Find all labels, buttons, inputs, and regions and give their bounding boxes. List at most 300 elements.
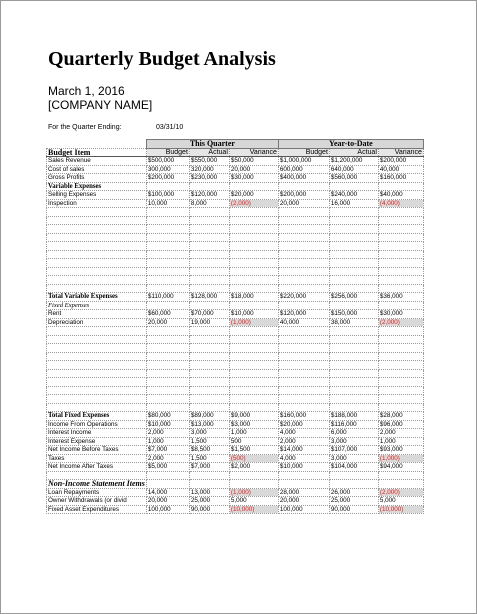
value-cell: $230,000 [189, 174, 229, 183]
value-cell: $120,000 [189, 191, 229, 200]
value-cell: $200,000 [278, 191, 329, 200]
table-row [47, 429, 424, 438]
value-cell: $1,200,000 [329, 157, 378, 166]
value-cell: 100,000 [278, 505, 329, 514]
value-cell [146, 250, 189, 259]
value-cell [229, 344, 278, 353]
value-cell: 1,000 [229, 429, 278, 438]
row-label [47, 284, 147, 293]
value-cell [278, 182, 329, 191]
value-cell [378, 259, 423, 268]
row-label: Taxes [47, 454, 147, 463]
value-cell [189, 403, 229, 412]
value-cell: $500,000 [146, 157, 189, 166]
value-cell [189, 386, 229, 395]
row-label: Interest Income [47, 429, 147, 438]
value-cell [329, 242, 378, 251]
value-cell [229, 242, 278, 251]
value-cell: 3,000 [329, 437, 378, 446]
col-ytd-actual-header: Actual [329, 148, 378, 157]
table-row [47, 497, 424, 506]
value-cell [189, 276, 229, 285]
budget-item-header: Budget Item [47, 148, 147, 157]
table-row [47, 463, 424, 472]
value-cell: $256,000 [329, 293, 378, 302]
row-label [47, 259, 147, 268]
value-cell: (1,000) [229, 488, 278, 497]
value-cell [229, 182, 278, 191]
value-cell [278, 369, 329, 378]
value-cell: $93,000 [378, 446, 423, 455]
value-cell: 8,000 [189, 199, 229, 208]
quarter-ending-value: 03/31/10 [156, 124, 184, 131]
value-cell [278, 259, 329, 268]
row-label: Income From Operations [47, 420, 147, 429]
value-cell [189, 250, 229, 259]
value-cell: (500) [229, 454, 278, 463]
value-cell [278, 378, 329, 387]
value-cell [278, 344, 329, 353]
value-cell [146, 276, 189, 285]
value-cell [329, 352, 378, 361]
value-cell [278, 386, 329, 395]
value-cell [229, 395, 278, 404]
value-cell: 40,000 [378, 165, 423, 174]
col-ytd-budget-header: Budget [278, 148, 329, 157]
row-label: Variable Expenses [47, 182, 147, 191]
value-cell: $28,000 [378, 412, 423, 421]
value-cell: 3,000 [329, 454, 378, 463]
value-cell [189, 267, 229, 276]
value-cell: 4,000 [278, 429, 329, 438]
table-row [47, 284, 424, 293]
value-cell [278, 395, 329, 404]
value-cell: 16,000 [329, 199, 378, 208]
value-cell [378, 395, 423, 404]
value-cell [229, 386, 278, 395]
value-cell: 2,000 [146, 454, 189, 463]
table-row [47, 267, 424, 276]
value-cell [229, 403, 278, 412]
table-row [47, 259, 424, 268]
value-cell: $104,000 [329, 463, 378, 472]
table-row [47, 378, 424, 387]
value-cell [229, 276, 278, 285]
value-cell [278, 242, 329, 251]
row-label [47, 242, 147, 251]
value-cell [229, 471, 278, 480]
table-row [47, 242, 424, 251]
value-cell: $160,000 [278, 412, 329, 421]
row-label [47, 386, 147, 395]
value-cell [189, 352, 229, 361]
value-cell [329, 344, 378, 353]
value-cell: $7,000 [146, 446, 189, 455]
value-cell [278, 284, 329, 293]
document-date: March 1, 2016 [48, 84, 125, 98]
table-row [47, 250, 424, 259]
value-cell [229, 301, 278, 310]
row-label: Non-Income Statement Items [48, 479, 145, 488]
value-cell [146, 378, 189, 387]
value-cell [329, 378, 378, 387]
table-row [47, 369, 424, 378]
value-cell [146, 216, 189, 225]
table-row [47, 174, 424, 183]
value-cell: $120,000 [278, 310, 329, 319]
value-cell [146, 344, 189, 353]
value-cell: 19,000 [189, 318, 229, 327]
row-label [47, 403, 147, 412]
table-row [47, 437, 424, 446]
value-cell [329, 284, 378, 293]
row-label: Total Fixed Expenses [47, 412, 147, 421]
value-cell [229, 369, 278, 378]
table-row [47, 318, 424, 327]
value-cell [278, 208, 329, 217]
value-cell [378, 267, 423, 276]
value-cell [278, 250, 329, 259]
value-cell [189, 225, 229, 234]
row-label [47, 276, 147, 285]
value-cell: (10,000) [229, 505, 278, 514]
value-cell [146, 361, 189, 370]
table-row [47, 208, 424, 217]
value-cell: 1,500 [189, 454, 229, 463]
value-cell [229, 233, 278, 242]
value-cell: $188,000 [329, 412, 378, 421]
value-cell: 40,000 [278, 318, 329, 327]
value-cell: $30,000 [378, 310, 423, 319]
value-cell [189, 369, 229, 378]
value-cell [278, 216, 329, 225]
value-cell: (10,000) [378, 505, 423, 514]
value-cell: 3,000 [189, 429, 229, 438]
table-row [47, 157, 424, 166]
company-name: [COMPANY NAME] [48, 98, 153, 112]
value-cell [146, 480, 189, 489]
value-cell [329, 208, 378, 217]
value-cell [378, 352, 423, 361]
row-label [47, 352, 147, 361]
value-cell: 26,000 [329, 488, 378, 497]
value-cell: $1,000,000 [278, 157, 329, 166]
value-cell [278, 225, 329, 234]
value-cell: 300,000 [146, 165, 189, 174]
row-label [47, 216, 147, 225]
table-row [47, 395, 424, 404]
value-cell [146, 242, 189, 251]
value-cell: 5,000 [229, 497, 278, 506]
value-cell [378, 233, 423, 242]
value-cell [229, 250, 278, 259]
value-cell: 2,000 [378, 429, 423, 438]
row-label [47, 471, 147, 480]
value-cell: 1,000 [146, 437, 189, 446]
value-cell: 20,000 [278, 497, 329, 506]
value-cell: (2,000) [378, 488, 423, 497]
value-cell [229, 335, 278, 344]
table-row [47, 335, 424, 344]
value-cell [229, 352, 278, 361]
value-cell [229, 259, 278, 268]
value-cell: 20,000 [146, 497, 189, 506]
col-variance-header: Variance [229, 148, 278, 157]
table-row [47, 182, 424, 191]
value-cell [189, 471, 229, 480]
value-cell [189, 327, 229, 336]
value-cell: (2,000) [229, 199, 278, 208]
value-cell [378, 386, 423, 395]
value-cell: 13,000 [189, 488, 229, 497]
value-cell: 25,000 [329, 497, 378, 506]
row-label [47, 335, 147, 344]
value-cell [329, 471, 378, 480]
table-row [47, 420, 424, 429]
row-label: Selling Expenses [47, 191, 147, 200]
value-cell [278, 276, 329, 285]
value-cell [378, 242, 423, 251]
table-row [47, 352, 424, 361]
value-cell: $5,000 [146, 463, 189, 472]
value-cell: $200,000 [146, 174, 189, 183]
value-cell [189, 335, 229, 344]
row-label [47, 327, 147, 336]
table-row [47, 276, 424, 285]
row-label: Net Income After Taxes [47, 463, 147, 472]
row-label: Sales Revenue [47, 157, 147, 166]
row-label [47, 369, 147, 378]
value-cell: $560,000 [329, 174, 378, 183]
value-cell: (1,000) [229, 318, 278, 327]
value-cell: 4,000 [278, 454, 329, 463]
value-cell [278, 267, 329, 276]
group-this-quarter: This Quarter [146, 140, 278, 149]
value-cell: $400,000 [278, 174, 329, 183]
value-cell [329, 327, 378, 336]
value-cell: 28,000 [278, 488, 329, 497]
group-header-row [47, 140, 424, 149]
value-cell [189, 395, 229, 404]
value-cell [329, 403, 378, 412]
value-cell [229, 225, 278, 234]
value-cell [378, 276, 423, 285]
value-cell: $2,000 [229, 463, 278, 472]
value-cell: 14,000 [146, 488, 189, 497]
value-cell: $40,000 [378, 191, 423, 200]
value-cell: $60,000 [146, 310, 189, 319]
value-cell [278, 233, 329, 242]
value-cell [146, 301, 189, 310]
value-cell [329, 250, 378, 259]
value-cell [378, 471, 423, 480]
value-cell: 20,000 [146, 318, 189, 327]
value-cell [378, 182, 423, 191]
value-cell [146, 233, 189, 242]
table-row [47, 165, 424, 174]
row-label [47, 267, 147, 276]
value-cell [189, 301, 229, 310]
value-cell [329, 225, 378, 234]
value-cell: (1,000) [378, 454, 423, 463]
value-cell [189, 259, 229, 268]
value-cell: $128,000 [189, 293, 229, 302]
value-cell: $8,500 [189, 446, 229, 455]
table-row [47, 199, 424, 208]
value-cell [378, 403, 423, 412]
value-cell: 640,000 [329, 165, 378, 174]
value-cell: 38,000 [329, 318, 378, 327]
value-cell [189, 378, 229, 387]
row-label [47, 233, 147, 242]
value-cell [189, 344, 229, 353]
value-cell [329, 480, 378, 489]
row-label: Cost of sales [47, 165, 147, 174]
value-cell [378, 301, 423, 310]
value-cell: $70,000 [189, 310, 229, 319]
row-label: Depreciation [47, 318, 147, 327]
table-row [47, 471, 424, 480]
value-cell [146, 403, 189, 412]
table-row [47, 505, 424, 514]
value-cell [146, 335, 189, 344]
value-cell [329, 386, 378, 395]
row-label: Owner Withdrawals (or divid [47, 497, 147, 506]
value-cell: $160,000 [378, 174, 423, 183]
value-cell: $7,000 [189, 463, 229, 472]
value-cell: 500 [229, 437, 278, 446]
value-cell [146, 284, 189, 293]
value-cell: 2,000 [146, 429, 189, 438]
value-cell [329, 369, 378, 378]
row-label [47, 250, 147, 259]
value-cell [146, 327, 189, 336]
table-row [47, 480, 424, 489]
value-cell [378, 369, 423, 378]
value-cell: $107,000 [329, 446, 378, 455]
value-cell [329, 216, 378, 225]
col-ytd-variance-header: Variance [378, 148, 423, 157]
value-cell: 10,000 [146, 199, 189, 208]
value-cell [378, 225, 423, 234]
value-cell: $200,000 [378, 157, 423, 166]
value-cell: (4,000) [378, 199, 423, 208]
row-label: Fixed Asset Expenditures [47, 505, 147, 514]
value-cell: $3,000 [229, 420, 278, 429]
value-cell: $220,000 [278, 293, 329, 302]
value-cell: $96,000 [378, 420, 423, 429]
value-cell [378, 208, 423, 217]
table-row [47, 225, 424, 234]
value-cell [278, 327, 329, 336]
value-cell [146, 267, 189, 276]
value-cell: (2,000) [378, 318, 423, 327]
value-cell: 20,000 [278, 199, 329, 208]
value-cell [189, 208, 229, 217]
value-cell [329, 267, 378, 276]
table-row [47, 344, 424, 353]
value-cell: $13,000 [189, 420, 229, 429]
row-label: Interest Expense [47, 437, 147, 446]
value-cell [229, 378, 278, 387]
table-row [47, 412, 424, 421]
row-label [47, 395, 147, 404]
value-cell [146, 471, 189, 480]
value-cell [329, 361, 378, 370]
quarter-ending-label: For the Quarter Ending: [48, 124, 122, 131]
value-cell [278, 480, 329, 489]
value-cell: $80,000 [146, 412, 189, 421]
row-label: Fixed Expenses [47, 301, 147, 310]
value-cell [146, 352, 189, 361]
value-cell [229, 267, 278, 276]
table-row [47, 233, 424, 242]
value-cell [378, 480, 423, 489]
table-row [47, 361, 424, 370]
value-cell [329, 395, 378, 404]
col-budget-header: Budget [146, 148, 189, 157]
value-cell [146, 386, 189, 395]
value-cell [278, 335, 329, 344]
table-row [47, 216, 424, 225]
value-cell: $20,000 [229, 191, 278, 200]
row-label: Gross Profits [47, 174, 147, 183]
value-cell [378, 284, 423, 293]
value-cell: $94,000 [378, 463, 423, 472]
value-cell [229, 327, 278, 336]
value-cell [378, 378, 423, 387]
group-year-to-date: Year-to-Date [278, 140, 423, 149]
value-cell: 90,000 [329, 505, 378, 514]
value-cell: 320,000 [189, 165, 229, 174]
value-cell: 600,000 [278, 165, 329, 174]
value-cell: $10,000 [146, 420, 189, 429]
value-cell: 2,000 [278, 437, 329, 446]
value-cell: 5,000 [378, 497, 423, 506]
table-row [47, 403, 424, 412]
value-cell: $14,000 [278, 446, 329, 455]
value-cell [229, 284, 278, 293]
row-label [47, 378, 147, 387]
value-cell [278, 361, 329, 370]
value-cell: 90,000 [189, 505, 229, 514]
value-cell: 1,000 [378, 437, 423, 446]
row-label: Net Income Before Taxes [47, 446, 147, 455]
row-label [47, 344, 147, 353]
value-cell: 1,500 [189, 437, 229, 446]
empty-corner [47, 140, 147, 149]
value-cell [378, 335, 423, 344]
value-cell [146, 369, 189, 378]
value-cell [146, 208, 189, 217]
value-cell [146, 395, 189, 404]
value-cell [378, 327, 423, 336]
value-cell [329, 301, 378, 310]
row-label [47, 225, 147, 234]
table-row [47, 327, 424, 336]
value-cell: 20,000 [229, 165, 278, 174]
value-cell [329, 276, 378, 285]
value-cell [189, 480, 229, 489]
table-row [47, 191, 424, 200]
value-cell: $89,000 [189, 412, 229, 421]
value-cell: $36,000 [378, 293, 423, 302]
value-cell [146, 259, 189, 268]
table-row [47, 386, 424, 395]
value-cell: $1,500 [229, 446, 278, 455]
table-row [47, 293, 424, 302]
value-cell [189, 361, 229, 370]
